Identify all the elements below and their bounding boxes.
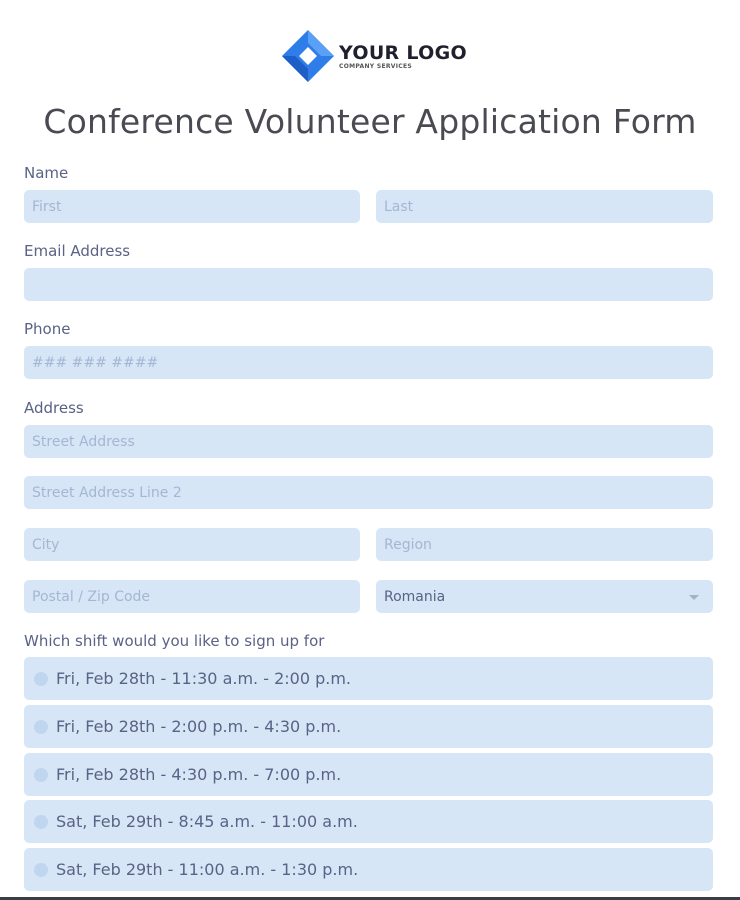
radio-button[interactable]: [34, 672, 48, 686]
chevron-down-icon: [689, 595, 699, 600]
email-input[interactable]: [24, 268, 713, 301]
street-address-line2-input[interactable]: Street Address Line 2: [24, 476, 713, 509]
radio-button[interactable]: [34, 815, 48, 829]
radio-button[interactable]: [34, 863, 48, 877]
shift-option[interactable]: [24, 705, 713, 748]
logo-title: YOUR LOGO: [339, 41, 467, 64]
company-logo: [282, 30, 467, 82]
shift-option[interactable]: [24, 848, 713, 891]
shift-option[interactable]: [24, 800, 713, 843]
email-label: Email Address: [24, 242, 131, 260]
shift-option-label: Sat, Feb 29th - 8:45 a.m. - 11:00 a.m.: [56, 812, 358, 831]
postal-code-input[interactable]: Postal / Zip Code: [24, 580, 360, 613]
radio-button[interactable]: [34, 720, 48, 734]
region-input[interactable]: Region: [376, 528, 713, 561]
shift-option-label: Fri, Feb 28th - 11:30 a.m. - 2:00 p.m.: [56, 669, 351, 688]
shift-option[interactable]: [24, 753, 713, 796]
logo-diamond-icon: [282, 30, 334, 82]
country-select-value: Romania: [384, 588, 446, 605]
city-input[interactable]: City: [24, 528, 360, 561]
street-address-input[interactable]: Street Address: [24, 425, 713, 458]
logo-subtitle: COMPANY SERVICES: [339, 62, 412, 70]
country-select[interactable]: [376, 580, 713, 613]
address-label: Address: [24, 399, 84, 417]
shift-option-label: Fri, Feb 28th - 4:30 p.m. - 7:00 p.m.: [56, 765, 342, 784]
phone-input[interactable]: ### ### ####: [24, 346, 713, 379]
radio-button[interactable]: [34, 768, 48, 782]
last-name-input[interactable]: Last: [376, 190, 713, 223]
shift-label: Which shift would you like to sign up for: [24, 632, 325, 650]
shift-option[interactable]: [24, 657, 713, 700]
shift-option-label: Sat, Feb 29th - 11:00 a.m. - 1:30 p.m.: [56, 860, 359, 879]
page-title: Conference Volunteer Application Form: [43, 102, 697, 141]
shift-option-label: Fri, Feb 28th - 2:00 p.m. - 4:30 p.m.: [56, 717, 342, 736]
phone-label: Phone: [24, 320, 71, 338]
first-name-input[interactable]: First: [24, 190, 360, 223]
name-label: Name: [24, 164, 69, 182]
